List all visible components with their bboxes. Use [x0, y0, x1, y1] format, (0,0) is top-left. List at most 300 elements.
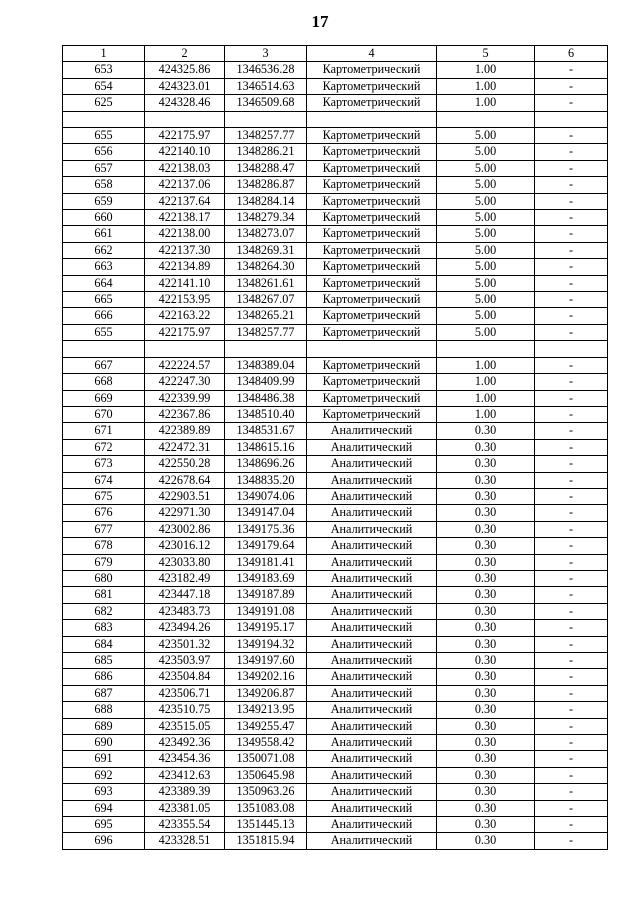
x-coordinate-cell: 423504.84: [145, 669, 225, 685]
point-number-cell: 690: [63, 735, 145, 751]
point-number-cell: 677: [63, 521, 145, 537]
x-coordinate-cell: 423002.86: [145, 521, 225, 537]
accuracy-cell: 0.30: [437, 587, 535, 603]
x-coordinate-cell: 422138.03: [145, 160, 225, 176]
accuracy-cell: 5.00: [437, 226, 535, 242]
note-cell: -: [535, 735, 608, 751]
method-cell: Аналитический: [307, 784, 437, 800]
x-coordinate-cell: 422141.10: [145, 275, 225, 291]
x-coordinate-cell: 423506.71: [145, 685, 225, 701]
method-cell: [307, 341, 437, 357]
point-number-cell: 694: [63, 800, 145, 816]
method-cell: Картометрический: [307, 160, 437, 176]
y-coordinate-cell: 1351083.08: [225, 800, 307, 816]
method-cell: Аналитический: [307, 735, 437, 751]
x-coordinate-cell: 422175.97: [145, 324, 225, 340]
accuracy-cell: 0.30: [437, 603, 535, 619]
note-cell: -: [535, 292, 608, 308]
method-cell: Картометрический: [307, 193, 437, 209]
y-coordinate-cell: 1349179.64: [225, 538, 307, 554]
x-coordinate-cell: 423510.75: [145, 702, 225, 718]
point-number-cell: 684: [63, 636, 145, 652]
method-cell: Аналитический: [307, 423, 437, 439]
y-coordinate-cell: 1348510.40: [225, 406, 307, 422]
y-coordinate-cell: 1348409.99: [225, 374, 307, 390]
method-cell: Картометрический: [307, 95, 437, 111]
x-coordinate-cell: [145, 111, 225, 127]
y-coordinate-cell: 1346536.28: [225, 62, 307, 78]
note-cell: -: [535, 538, 608, 554]
method-cell: Картометрический: [307, 144, 437, 160]
header-cell: 6: [535, 46, 608, 62]
note-cell: -: [535, 685, 608, 701]
note-cell: -: [535, 324, 608, 340]
accuracy-cell: 0.30: [437, 456, 535, 472]
y-coordinate-cell: 1348835.20: [225, 472, 307, 488]
y-coordinate-cell: [225, 111, 307, 127]
x-coordinate-cell: 422175.97: [145, 128, 225, 144]
note-cell: -: [535, 488, 608, 504]
x-coordinate-cell: 423355.54: [145, 817, 225, 833]
point-number-cell: 665: [63, 292, 145, 308]
accuracy-cell: 0.30: [437, 800, 535, 816]
accuracy-cell: 5.00: [437, 259, 535, 275]
x-coordinate-cell: 422224.57: [145, 357, 225, 373]
note-cell: -: [535, 242, 608, 258]
note-cell: -: [535, 505, 608, 521]
accuracy-cell: 0.30: [437, 833, 535, 849]
x-coordinate-cell: 423182.49: [145, 570, 225, 586]
note-cell: -: [535, 423, 608, 439]
header-cell: 5: [437, 46, 535, 62]
note-cell: -: [535, 128, 608, 144]
accuracy-cell: 1.00: [437, 390, 535, 406]
point-number-cell: 676: [63, 505, 145, 521]
y-coordinate-cell: 1346509.68: [225, 95, 307, 111]
note-cell: -: [535, 259, 608, 275]
point-number-cell: 671: [63, 423, 145, 439]
method-cell: Картометрический: [307, 62, 437, 78]
note-cell: -: [535, 521, 608, 537]
table-body: [63, 62, 608, 849]
method-cell: Аналитический: [307, 603, 437, 619]
method-cell: Аналитический: [307, 472, 437, 488]
y-coordinate-cell: 1351815.94: [225, 833, 307, 849]
table-row: [63, 472, 608, 488]
y-coordinate-cell: 1349181.41: [225, 554, 307, 570]
y-coordinate-cell: 1348257.77: [225, 324, 307, 340]
accuracy-cell: 1.00: [437, 406, 535, 422]
table-row: [63, 259, 608, 275]
note-cell: -: [535, 308, 608, 324]
x-coordinate-cell: 423016.12: [145, 538, 225, 554]
note-cell: -: [535, 390, 608, 406]
accuracy-cell: 5.00: [437, 292, 535, 308]
note-cell: -: [535, 456, 608, 472]
note-cell: -: [535, 95, 608, 111]
method-cell: Аналитический: [307, 620, 437, 636]
method-cell: Аналитический: [307, 767, 437, 783]
note-cell: -: [535, 669, 608, 685]
accuracy-cell: 1.00: [437, 374, 535, 390]
point-number-cell: 655: [63, 324, 145, 340]
table-row: [63, 423, 608, 439]
accuracy-cell: 5.00: [437, 275, 535, 291]
point-number-cell: 674: [63, 472, 145, 488]
point-number-cell: [63, 111, 145, 127]
table-row: [63, 767, 608, 783]
y-coordinate-cell: 1349175.36: [225, 521, 307, 537]
method-cell: Картометрический: [307, 275, 437, 291]
table-row: [63, 275, 608, 291]
x-coordinate-cell: 422678.64: [145, 472, 225, 488]
note-cell: -: [535, 784, 608, 800]
point-number-cell: 692: [63, 767, 145, 783]
table-row: [63, 324, 608, 340]
y-coordinate-cell: 1348284.14: [225, 193, 307, 209]
table-row: [63, 620, 608, 636]
table-row: [63, 242, 608, 258]
table-row: [63, 800, 608, 816]
method-cell: Аналитический: [307, 669, 437, 685]
y-coordinate-cell: 1348265.21: [225, 308, 307, 324]
point-number-cell: 625: [63, 95, 145, 111]
table-row: [63, 341, 608, 357]
y-coordinate-cell: 1350071.08: [225, 751, 307, 767]
point-number-cell: 662: [63, 242, 145, 258]
point-number-cell: 672: [63, 439, 145, 455]
method-cell: Картометрический: [307, 78, 437, 94]
table-row: [63, 62, 608, 78]
note-cell: -: [535, 62, 608, 78]
point-number-cell: 670: [63, 406, 145, 422]
method-cell: Аналитический: [307, 702, 437, 718]
note-cell: [535, 341, 608, 357]
x-coordinate-cell: 424325.86: [145, 62, 225, 78]
table-row: [63, 669, 608, 685]
accuracy-cell: 0.30: [437, 554, 535, 570]
x-coordinate-cell: 422389.89: [145, 423, 225, 439]
accuracy-cell: 0.30: [437, 653, 535, 669]
method-cell: Аналитический: [307, 636, 437, 652]
x-coordinate-cell: 423412.63: [145, 767, 225, 783]
y-coordinate-cell: 1348531.67: [225, 423, 307, 439]
header-cell: 4: [307, 46, 437, 62]
note-cell: -: [535, 702, 608, 718]
table-row: [63, 144, 608, 160]
point-number-cell: 657: [63, 160, 145, 176]
y-coordinate-cell: 1348269.31: [225, 242, 307, 258]
accuracy-cell: 0.30: [437, 751, 535, 767]
point-number-cell: 682: [63, 603, 145, 619]
header-cell: 3: [225, 46, 307, 62]
note-cell: -: [535, 160, 608, 176]
table-row: [63, 160, 608, 176]
method-cell: Аналитический: [307, 505, 437, 521]
table-row: [63, 456, 608, 472]
table-row: [63, 636, 608, 652]
x-coordinate-cell: 423494.26: [145, 620, 225, 636]
method-cell: Картометрический: [307, 177, 437, 193]
point-number-cell: 663: [63, 259, 145, 275]
accuracy-cell: 0.30: [437, 521, 535, 537]
note-cell: -: [535, 210, 608, 226]
point-number-cell: 653: [63, 62, 145, 78]
note-cell: -: [535, 620, 608, 636]
table-row: [63, 95, 608, 111]
y-coordinate-cell: 1349187.89: [225, 587, 307, 603]
y-coordinate-cell: 1349255.47: [225, 718, 307, 734]
y-coordinate-cell: 1346514.63: [225, 78, 307, 94]
y-coordinate-cell: 1348486.38: [225, 390, 307, 406]
note-cell: -: [535, 472, 608, 488]
point-number-cell: 675: [63, 488, 145, 504]
note-cell: -: [535, 767, 608, 783]
accuracy-cell: 5.00: [437, 160, 535, 176]
y-coordinate-cell: 1350963.26: [225, 784, 307, 800]
y-coordinate-cell: 1349194.32: [225, 636, 307, 652]
accuracy-cell: [437, 111, 535, 127]
table-row: [63, 193, 608, 209]
table-row: [63, 751, 608, 767]
note-cell: -: [535, 193, 608, 209]
x-coordinate-cell: 423033.80: [145, 554, 225, 570]
y-coordinate-cell: 1349147.04: [225, 505, 307, 521]
table-header-row: [63, 46, 608, 62]
y-coordinate-cell: 1348696.26: [225, 456, 307, 472]
method-cell: Картометрический: [307, 324, 437, 340]
method-cell: Картометрический: [307, 210, 437, 226]
accuracy-cell: 5.00: [437, 144, 535, 160]
y-coordinate-cell: 1348257.77: [225, 128, 307, 144]
point-number-cell: 666: [63, 308, 145, 324]
y-coordinate-cell: 1349213.95: [225, 702, 307, 718]
note-cell: -: [535, 275, 608, 291]
x-coordinate-cell: 423328.51: [145, 833, 225, 849]
accuracy-cell: [437, 341, 535, 357]
x-coordinate-cell: 422163.22: [145, 308, 225, 324]
accuracy-cell: 0.30: [437, 669, 535, 685]
point-number-cell: 668: [63, 374, 145, 390]
method-cell: Аналитический: [307, 718, 437, 734]
x-coordinate-cell: 424328.46: [145, 95, 225, 111]
method-cell: Картометрический: [307, 357, 437, 373]
accuracy-cell: 5.00: [437, 324, 535, 340]
accuracy-cell: 5.00: [437, 308, 535, 324]
x-coordinate-cell: 424323.01: [145, 78, 225, 94]
note-cell: [535, 111, 608, 127]
method-cell: Картометрический: [307, 308, 437, 324]
y-coordinate-cell: 1350645.98: [225, 767, 307, 783]
accuracy-cell: 0.30: [437, 423, 535, 439]
point-number-cell: 654: [63, 78, 145, 94]
note-cell: -: [535, 636, 608, 652]
table-row: [63, 292, 608, 308]
note-cell: -: [535, 800, 608, 816]
point-number-cell: 658: [63, 177, 145, 193]
method-cell: Аналитический: [307, 439, 437, 455]
y-coordinate-cell: 1351445.13: [225, 817, 307, 833]
point-number-cell: 655: [63, 128, 145, 144]
method-cell: Картометрический: [307, 242, 437, 258]
x-coordinate-cell: 422137.06: [145, 177, 225, 193]
header-cell: 1: [63, 46, 145, 62]
table-row: [63, 817, 608, 833]
note-cell: -: [535, 833, 608, 849]
y-coordinate-cell: 1349074.06: [225, 488, 307, 504]
method-cell: Картометрический: [307, 128, 437, 144]
note-cell: -: [535, 357, 608, 373]
accuracy-cell: 0.30: [437, 538, 535, 554]
accuracy-cell: 0.30: [437, 505, 535, 521]
note-cell: -: [535, 144, 608, 160]
point-number-cell: 656: [63, 144, 145, 160]
table-row: [63, 702, 608, 718]
accuracy-cell: 0.30: [437, 472, 535, 488]
note-cell: -: [535, 374, 608, 390]
y-coordinate-cell: 1348286.21: [225, 144, 307, 160]
point-number-cell: 680: [63, 570, 145, 586]
table-row: [63, 357, 608, 373]
point-number-cell: 664: [63, 275, 145, 291]
accuracy-cell: 5.00: [437, 193, 535, 209]
table-row: [63, 587, 608, 603]
y-coordinate-cell: 1348264.30: [225, 259, 307, 275]
point-number-cell: 687: [63, 685, 145, 701]
y-coordinate-cell: 1349202.16: [225, 669, 307, 685]
note-cell: -: [535, 653, 608, 669]
method-cell: Аналитический: [307, 800, 437, 816]
header-cell: 2: [145, 46, 225, 62]
y-coordinate-cell: 1349195.17: [225, 620, 307, 636]
accuracy-cell: 5.00: [437, 177, 535, 193]
x-coordinate-cell: 423381.05: [145, 800, 225, 816]
y-coordinate-cell: 1348273.07: [225, 226, 307, 242]
point-number-cell: 693: [63, 784, 145, 800]
x-coordinate-cell: 422903.51: [145, 488, 225, 504]
x-coordinate-cell: 423483.73: [145, 603, 225, 619]
table-row: [63, 390, 608, 406]
accuracy-cell: 0.30: [437, 439, 535, 455]
method-cell: Аналитический: [307, 653, 437, 669]
y-coordinate-cell: 1348261.61: [225, 275, 307, 291]
x-coordinate-cell: 423447.18: [145, 587, 225, 603]
x-coordinate-cell: 422153.95: [145, 292, 225, 308]
accuracy-cell: 1.00: [437, 95, 535, 111]
method-cell: Картометрический: [307, 390, 437, 406]
table-row: [63, 177, 608, 193]
note-cell: -: [535, 406, 608, 422]
accuracy-cell: 0.30: [437, 702, 535, 718]
x-coordinate-cell: 422134.89: [145, 259, 225, 275]
accuracy-cell: 5.00: [437, 242, 535, 258]
x-coordinate-cell: 422472.31: [145, 439, 225, 455]
point-number-cell: 691: [63, 751, 145, 767]
x-coordinate-cell: 423515.05: [145, 718, 225, 734]
note-cell: -: [535, 718, 608, 734]
table-row: [63, 308, 608, 324]
note-cell: -: [535, 226, 608, 242]
table-row: [63, 226, 608, 242]
point-number-cell: 696: [63, 833, 145, 849]
accuracy-cell: 1.00: [437, 357, 535, 373]
x-coordinate-cell: 423389.39: [145, 784, 225, 800]
accuracy-cell: 0.30: [437, 817, 535, 833]
y-coordinate-cell: 1348267.07: [225, 292, 307, 308]
point-number-cell: [63, 341, 145, 357]
y-coordinate-cell: 1349206.87: [225, 685, 307, 701]
point-number-cell: 661: [63, 226, 145, 242]
y-coordinate-cell: 1348279.34: [225, 210, 307, 226]
x-coordinate-cell: 422247.30: [145, 374, 225, 390]
table-row: [63, 685, 608, 701]
x-coordinate-cell: 422140.10: [145, 144, 225, 160]
method-cell: Аналитический: [307, 751, 437, 767]
accuracy-cell: 0.30: [437, 488, 535, 504]
x-coordinate-cell: 423501.32: [145, 636, 225, 652]
point-number-cell: 695: [63, 817, 145, 833]
x-coordinate-cell: 423454.36: [145, 751, 225, 767]
accuracy-cell: 1.00: [437, 62, 535, 78]
accuracy-cell: 1.00: [437, 78, 535, 94]
x-coordinate-cell: 422339.99: [145, 390, 225, 406]
table-row: [63, 374, 608, 390]
x-coordinate-cell: [145, 341, 225, 357]
note-cell: -: [535, 603, 608, 619]
table-row: [63, 538, 608, 554]
method-cell: Картометрический: [307, 259, 437, 275]
page-number: 17: [311, 12, 329, 31]
table-row: [63, 570, 608, 586]
point-number-cell: 688: [63, 702, 145, 718]
method-cell: Аналитический: [307, 521, 437, 537]
x-coordinate-cell: 422137.30: [145, 242, 225, 258]
note-cell: -: [535, 439, 608, 455]
note-cell: -: [535, 177, 608, 193]
y-coordinate-cell: 1349191.08: [225, 603, 307, 619]
accuracy-cell: 5.00: [437, 210, 535, 226]
table-row: [63, 735, 608, 751]
note-cell: -: [535, 554, 608, 570]
y-coordinate-cell: 1349558.42: [225, 735, 307, 751]
x-coordinate-cell: 422138.17: [145, 210, 225, 226]
x-coordinate-cell: 423492.36: [145, 735, 225, 751]
table-row: [63, 653, 608, 669]
method-cell: Аналитический: [307, 833, 437, 849]
accuracy-cell: 0.30: [437, 636, 535, 652]
x-coordinate-cell: 422971.30: [145, 505, 225, 521]
point-number-cell: 689: [63, 718, 145, 734]
method-cell: Картометрический: [307, 292, 437, 308]
table-row: [63, 488, 608, 504]
point-number-cell: 659: [63, 193, 145, 209]
table-row: [63, 554, 608, 570]
method-cell: [307, 111, 437, 127]
table-row: [63, 439, 608, 455]
table-row: [63, 521, 608, 537]
table-row: [63, 111, 608, 127]
point-number-cell: 660: [63, 210, 145, 226]
method-cell: Аналитический: [307, 685, 437, 701]
point-number-cell: 685: [63, 653, 145, 669]
point-number-cell: 683: [63, 620, 145, 636]
point-number-cell: 686: [63, 669, 145, 685]
point-number-cell: 681: [63, 587, 145, 603]
point-number-cell: 678: [63, 538, 145, 554]
accuracy-cell: 0.30: [437, 735, 535, 751]
method-cell: Аналитический: [307, 554, 437, 570]
y-coordinate-cell: 1348288.47: [225, 160, 307, 176]
